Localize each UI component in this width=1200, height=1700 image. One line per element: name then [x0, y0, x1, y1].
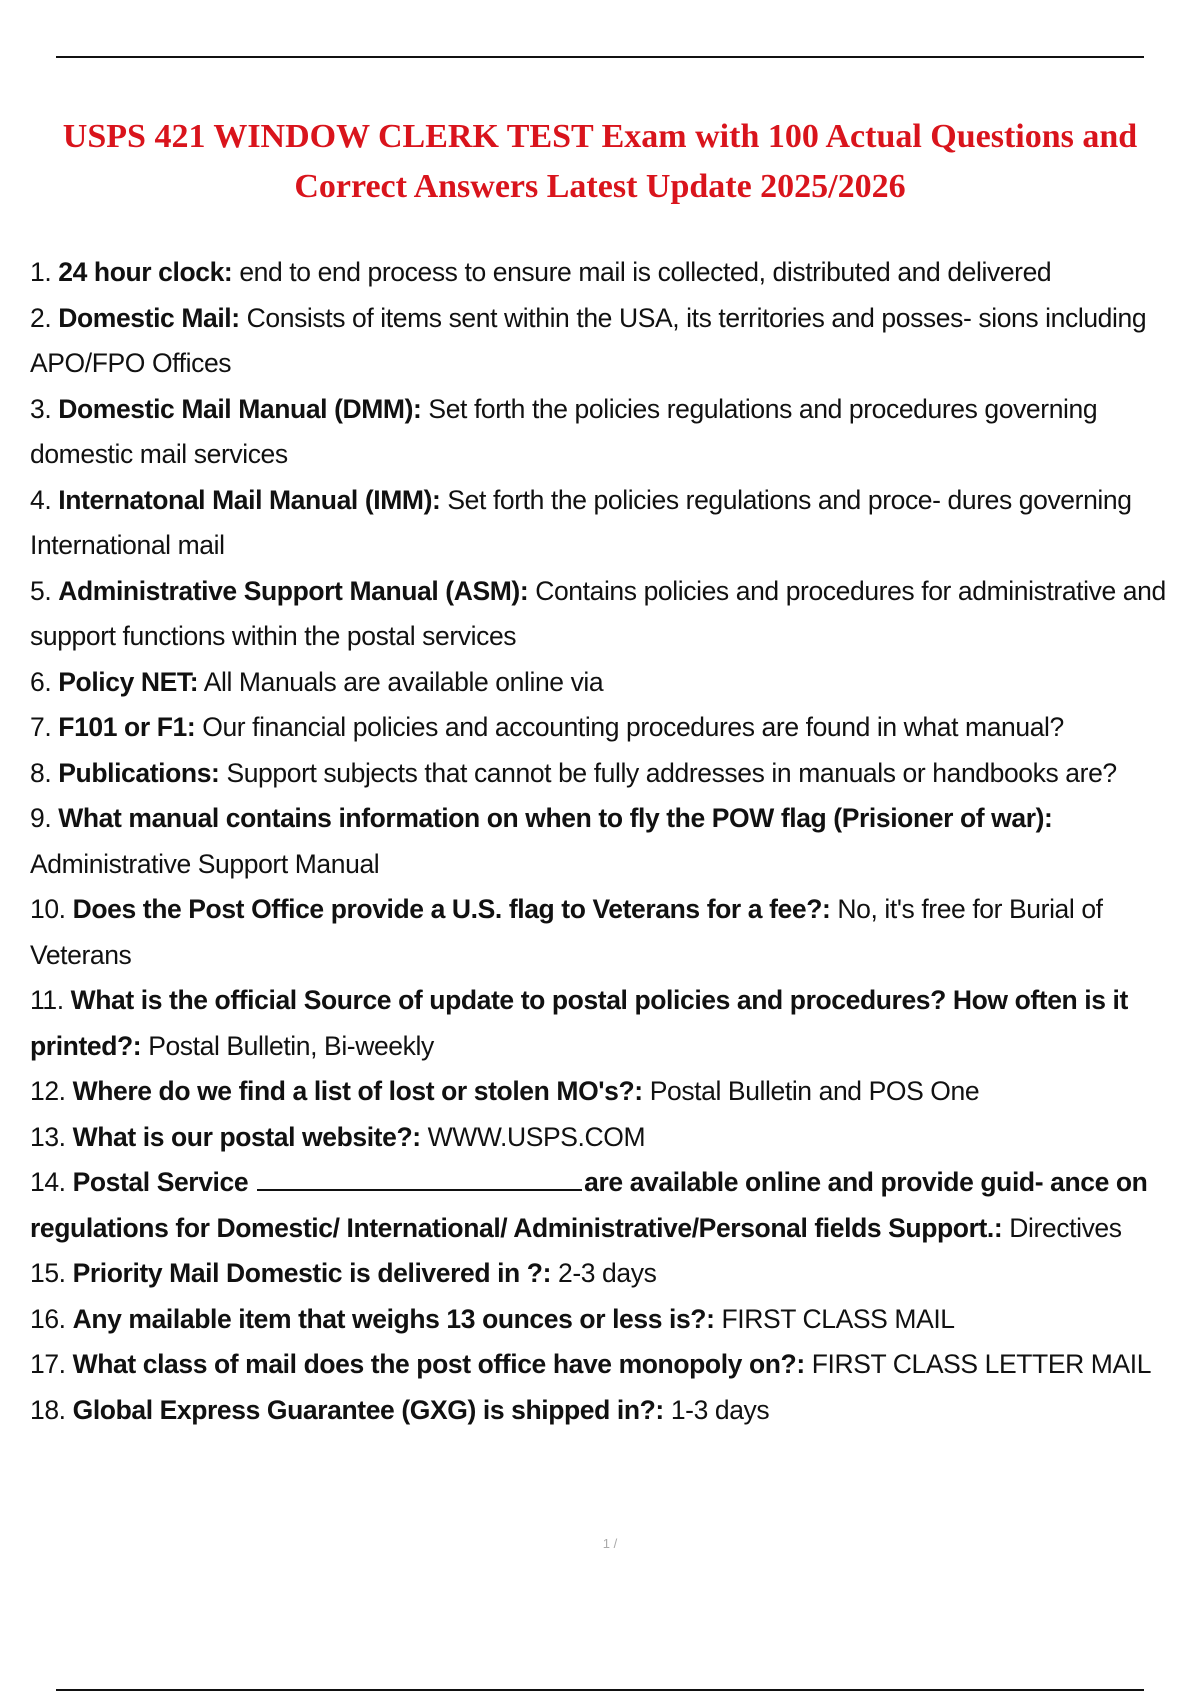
- qa-item-2: [30, 296, 1190, 387]
- answer: Contains policies and procedures for administrative and support functions within the postal services: [30, 575, 1166, 651]
- item-number: 5.: [30, 575, 52, 606]
- answer: 1-3 days: [670, 1394, 770, 1425]
- item-number: 10.: [30, 894, 66, 924]
- answer: FIRST CLASS LETTER MAIL: [811, 1349, 1152, 1379]
- answer: No, it's free for Burial of Veterans: [30, 894, 1103, 970]
- item-number: 12.: [30, 1076, 66, 1106]
- question: Any mailable item that weighs 13 ounces or less is?:: [72, 1303, 715, 1334]
- qa-item-12: [30, 1069, 1190, 1115]
- qa-item-14: [30, 1160, 1190, 1251]
- qa-item-5: [30, 569, 1190, 660]
- qa-item-16: [30, 1297, 1190, 1343]
- answer: All Manuals are available online via: [203, 666, 604, 697]
- question: Does the Post Office provide a U.S. flag to Veterans for a fee?:: [72, 894, 831, 924]
- question: Administrative Support Manual (ASM):: [58, 575, 529, 606]
- answer: 2-3 days: [557, 1258, 657, 1288]
- qa-item-15: [30, 1251, 1190, 1297]
- question: Policy NET:: [58, 666, 199, 697]
- answer: Directives: [1009, 1212, 1122, 1243]
- answer: Support subjects that cannot be fully addresses in manuals or handbooks are?: [226, 757, 1117, 788]
- fill-in-blank: [257, 1165, 582, 1191]
- qa-item-11: [30, 978, 1190, 1069]
- item-number: 1.: [30, 257, 52, 287]
- answer: end to end process to ensure mail is collected, distributed and delivered: [239, 257, 1052, 287]
- top-divider: [56, 56, 1144, 58]
- item-number: 16.: [30, 1303, 66, 1334]
- question: What class of mail does the post office have monopoly on?:: [72, 1349, 805, 1379]
- item-number: 11.: [30, 985, 64, 1015]
- question: Domestic Mail Manual (DMM):: [58, 393, 422, 424]
- question-part-1: Postal Service: [72, 1167, 249, 1197]
- question: Domestic Mail:: [58, 302, 240, 333]
- qa-item-8: [30, 751, 1190, 797]
- item-number: 4.: [30, 484, 52, 515]
- answer: Set forth the policies regulations and proce- dures governing International mail: [30, 484, 1132, 560]
- answer: Administrative Support Manual: [30, 848, 380, 879]
- item-number: 2.: [30, 302, 52, 333]
- qa-item-18: [30, 1388, 1190, 1434]
- answer: Postal Bulletin and POS One: [649, 1076, 980, 1106]
- bottom-divider: [56, 1689, 1144, 1691]
- question: Internatonal Mail Manual (IMM):: [58, 484, 441, 515]
- qa-item-9: [30, 796, 1190, 887]
- question: What is our postal website?:: [72, 1121, 421, 1152]
- title-line-1: USPS 421 WINDOW CLERK TEST Exam with 100 Actual Questions and: [62, 118, 1138, 155]
- answer: Our financial policies and accounting procedures are found in what manual?: [202, 712, 1064, 742]
- page-number: 1 /: [602, 1536, 618, 1551]
- question: F101 or F1:: [58, 712, 196, 742]
- title-line-2: Correct Answers Latest Update 2025/2026: [294, 168, 906, 205]
- qa-item-7: [30, 705, 1190, 751]
- qa-item-6: [30, 660, 1190, 706]
- qa-list: [30, 250, 1190, 1433]
- item-number: 3.: [30, 393, 52, 424]
- item-number: 18.: [30, 1394, 66, 1425]
- question: Global Express Guarantee (GXG) is shipped in?:: [72, 1394, 664, 1425]
- question: 24 hour clock:: [58, 257, 233, 287]
- item-number: 17.: [30, 1349, 66, 1379]
- question: What is the official Source of update to postal policies and procedures? How often is it printed?:: [30, 985, 1128, 1061]
- item-number: 13.: [30, 1121, 66, 1152]
- question: Where do we find a list of lost or stolen MO's?:: [72, 1076, 643, 1106]
- qa-item-3: [30, 387, 1190, 478]
- qa-item-17: [30, 1342, 1190, 1388]
- document-title: [40, 112, 1160, 212]
- item-number: 7.: [30, 712, 52, 742]
- answer: Consists of items sent within the USA, its territories and posses- sions including APO/FPO Offices: [30, 302, 1147, 378]
- qa-item-13: [30, 1115, 1190, 1161]
- answer: FIRST CLASS MAIL: [721, 1303, 955, 1334]
- qa-item-1: [30, 250, 1190, 296]
- item-number: 6.: [30, 666, 52, 697]
- qa-item-10: [30, 887, 1190, 978]
- answer: WWW.USPS.COM: [427, 1121, 646, 1152]
- qa-item-4: [30, 478, 1190, 569]
- item-number: 15.: [30, 1258, 66, 1288]
- question-part-2: are available online and provide guid- ance on regulations for Domestic/ International/ Administrative/Personal fields Support.:: [30, 1167, 1148, 1243]
- question: What manual contains information on when to fly the POW flag (Prisioner of war):: [58, 803, 1053, 833]
- question: Publications:: [58, 757, 220, 788]
- question: Priority Mail Domestic is delivered in ?:: [72, 1258, 552, 1288]
- item-number: 14.: [30, 1167, 66, 1197]
- answer: Postal Bulletin, Bi-weekly: [148, 1030, 434, 1061]
- item-number: 9.: [30, 803, 52, 833]
- item-number: 8.: [30, 757, 52, 788]
- answer: Set forth the policies regulations and procedures governing domestic mail services: [30, 393, 1098, 469]
